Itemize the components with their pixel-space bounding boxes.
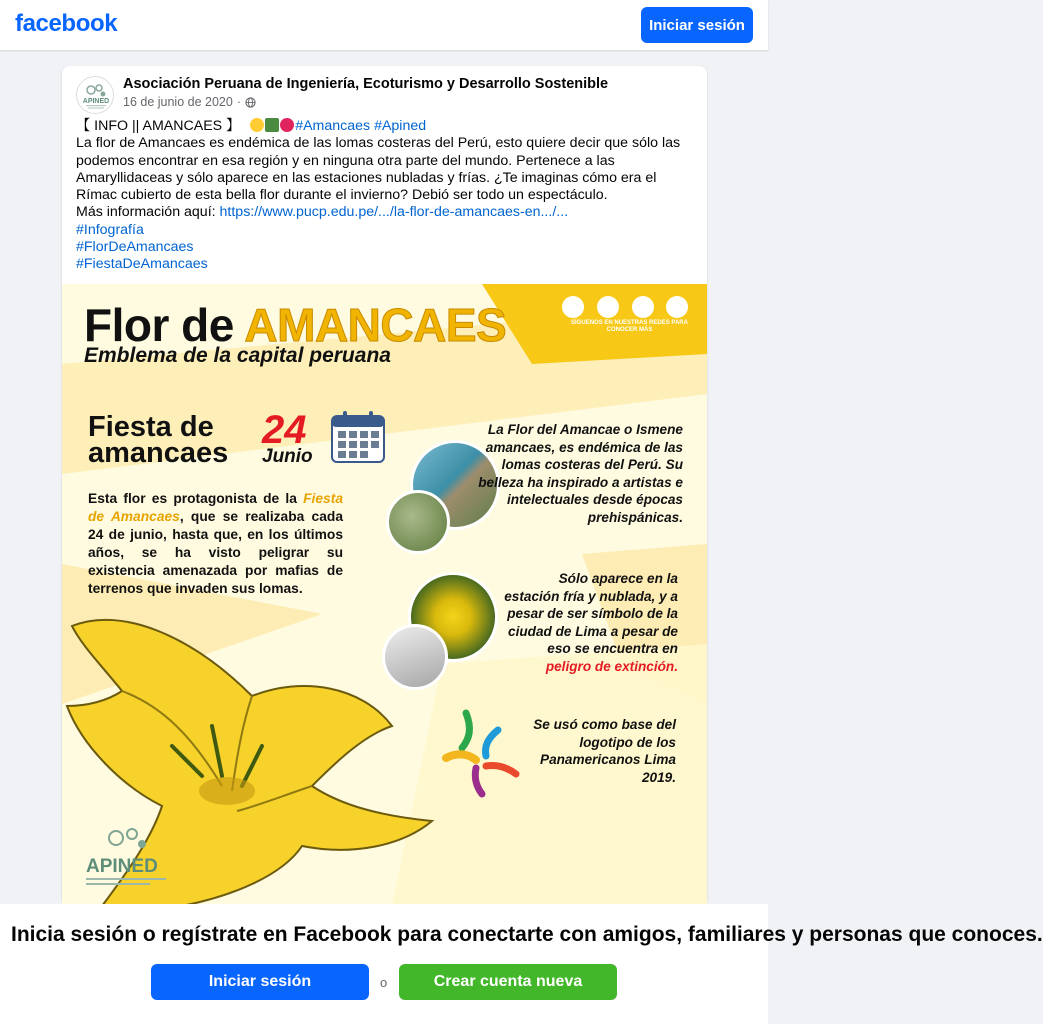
hashtag-fiestadeamancaes[interactable]: #FiestaDeAmancaes xyxy=(76,256,208,273)
info-text-endemic: La Flor del Amancae o Ismene amancaes, es endémica de las lomas costeras del Perú. Su belleza ha inspirado a artistas e intelectuales desde épocas prehispánicas. xyxy=(478,422,683,525)
fiesta-paragraph xyxy=(88,490,343,598)
avatar-text: APINED xyxy=(82,98,110,105)
login-button[interactable]: Iniciar sesión xyxy=(151,964,369,1000)
post-text-info-prefix: 【 INFO || AMANCAES 】 xyxy=(76,118,241,134)
mountain-emoji-icon xyxy=(265,118,279,132)
header-login-button[interactable]: Iniciar sesión xyxy=(641,7,753,43)
info-text-panamericanos: Se usó como base del logotipo de los Panamericanos Lima 2019. xyxy=(533,717,676,785)
fiesta-heading xyxy=(88,411,229,469)
sun-emoji-icon xyxy=(250,118,264,132)
post-hashtags-amancaes[interactable]: #Amancaes #Apined xyxy=(295,118,427,134)
or-separator: o xyxy=(380,975,388,990)
info-text-extinction xyxy=(502,570,678,675)
extinction-prefix: Sólo aparece en la estación fría y nublada, y a pesar de ser símbolo de la ciudad de Lima a pesar de eso se encuentra en xyxy=(504,571,678,656)
globe-icon xyxy=(245,97,256,108)
heart-emoji-icon xyxy=(280,118,294,132)
login-prompt-bar xyxy=(0,904,1043,1024)
post-date[interactable]: 16 de junio de 2020 xyxy=(123,95,233,109)
facebook-logo[interactable]: facebook xyxy=(15,10,118,37)
login-prompt-text: Inicia sesión o regístrate en Facebook para conectarte con amigos, familiares y personas que conoces. xyxy=(11,923,1043,946)
paragraph-prefix: Esta flor es protagonista de la xyxy=(88,491,297,506)
fiesta-month: Junio xyxy=(262,446,313,467)
title-prefix: Flor de xyxy=(84,299,234,351)
infographic-subtitle: Emblema de la capital peruana xyxy=(84,344,391,367)
meta-separator: · xyxy=(236,95,241,109)
extinction-red: peligro de extinción. xyxy=(545,658,678,674)
post-card xyxy=(62,66,707,906)
more-info-label: Más información aquí: xyxy=(76,204,216,221)
social-follow-text: SÍGUENOS EN NUESTRAS REDES PARA CONOCER MÁS xyxy=(571,320,688,333)
post-body: La flor de Amancaes es endémica de las lomas costeras del Perú, esto quiere decir que sólo las podemos encontrar en esa región y en ninguna otra parte del mundo. Pertenece a las Amaryllidaceas y sólo aparece en las estaciones nubladas y frías. ¿Te imaginas cómo era el Rímac cubierto de esta bella flor durante el invierno? Debió ser todo un espectáculo. xyxy=(76,135,681,204)
title-highlight: AMANCAES xyxy=(244,299,507,351)
calendar-icon xyxy=(330,410,386,464)
instagram-social-icon xyxy=(666,296,688,318)
top-bar xyxy=(0,0,768,50)
twitter-social-icon xyxy=(632,296,654,318)
fiesta-line1: Fiesta de xyxy=(88,411,214,443)
apined-logo-text: APINED xyxy=(86,856,158,877)
post-meta xyxy=(123,95,256,109)
facebook-social-icon xyxy=(562,296,584,318)
lomas-photo xyxy=(386,490,450,554)
apined-avatar-icon xyxy=(77,77,115,115)
apined-logo-icon xyxy=(82,824,182,894)
page-name[interactable]: Asociación Peruana de Ingeniería, Ecoturismo y Desarrollo Sostenible xyxy=(123,76,609,92)
create-account-button[interactable]: Crear cuenta nueva xyxy=(399,964,617,1000)
page-avatar[interactable] xyxy=(76,76,114,114)
hashtag-infografia[interactable]: #Infografía xyxy=(76,221,144,238)
post-text xyxy=(76,118,696,274)
youtube-social-icon xyxy=(597,296,619,318)
more-info-link[interactable]: https://www.pucp.edu.pe/.../la-flor-de-amancaes-en.../... xyxy=(219,204,569,221)
fiesta-day: 24 xyxy=(262,408,307,452)
post-image-infographic[interactable] xyxy=(62,284,707,906)
paragraph-suffix: , que se realizaba cada 24 de junio, hasta que, en los últimos años, se ha visto peligrar su existencia amenazada por mafias de terrenos que invaden sus lomas. xyxy=(88,509,344,596)
paragraph-highlight: Fiesta de Amancaes xyxy=(88,491,343,524)
hashtag-flordeamancaes[interactable]: #FlorDeAmancaes xyxy=(76,239,194,256)
fiesta-line2: amancaes xyxy=(88,437,229,469)
